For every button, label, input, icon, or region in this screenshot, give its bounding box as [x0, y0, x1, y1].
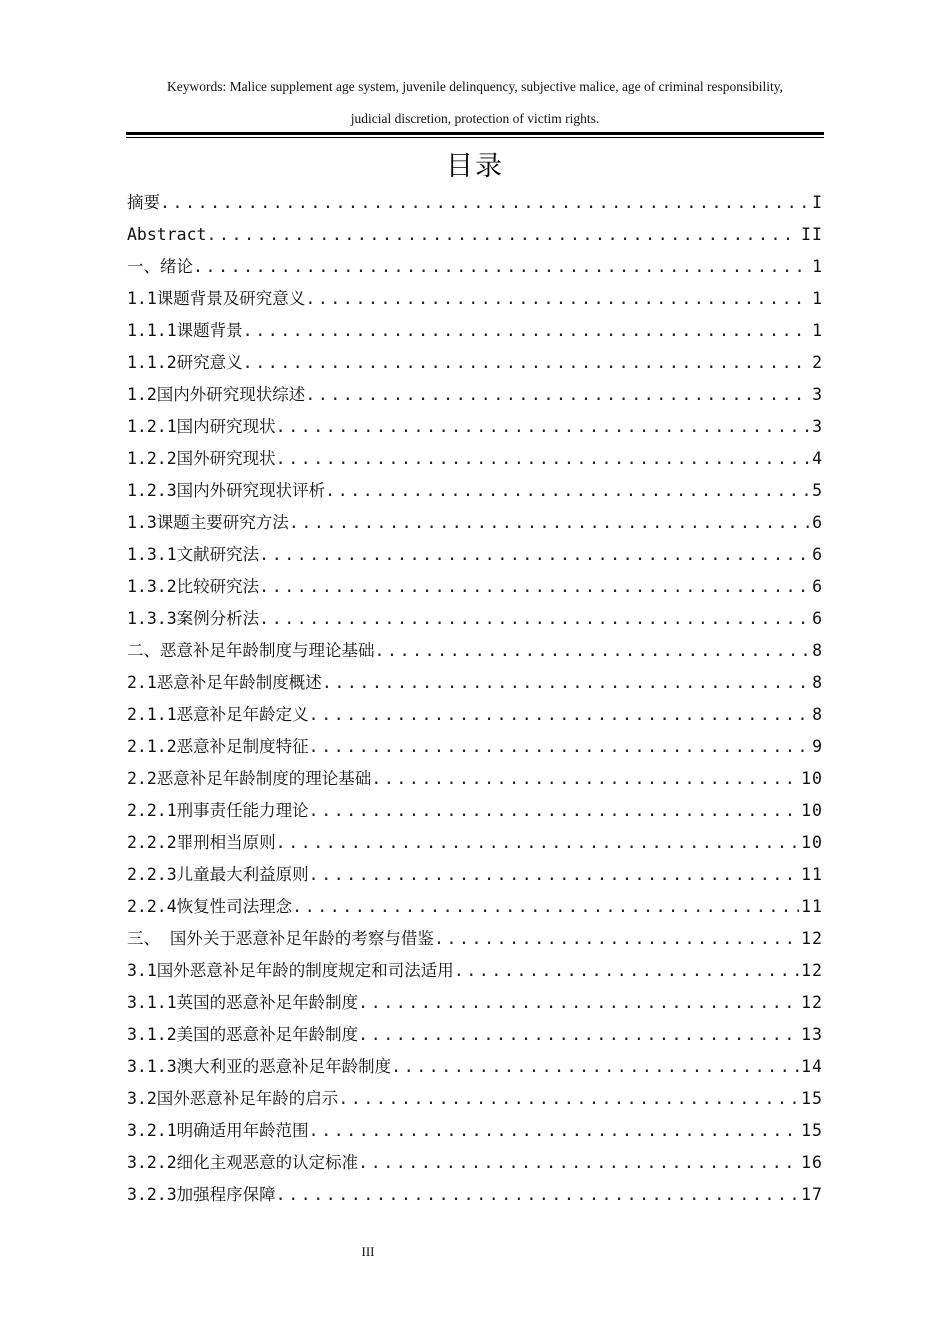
toc-entry-page: 10 — [801, 801, 823, 820]
toc-dot-leader — [276, 411, 810, 443]
toc-title: 目录 — [446, 151, 504, 182]
toc-dot-leader — [358, 987, 799, 1019]
toc-entry-page: 13 — [801, 1025, 823, 1044]
toc-entry-label: 3.2.1明确适用年龄范围 — [127, 1121, 309, 1140]
toc-dot-leader — [309, 795, 799, 827]
toc-entry-page: 12 — [801, 929, 823, 948]
toc-entry-page: 11 — [801, 897, 823, 916]
toc-dot-leader — [276, 443, 810, 475]
toc-dot-leader — [322, 667, 810, 699]
toc-entry-page: 3 — [812, 385, 823, 404]
toc-dot-leader — [309, 731, 810, 763]
toc-entry-label: 1.3课题主要研究方法 — [127, 513, 289, 532]
toc-entry-label: 1.2.3国内外研究现状评析 — [127, 481, 326, 500]
toc-entry-page: 15 — [801, 1089, 823, 1108]
toc-dot-leader — [276, 827, 799, 859]
page-number: III — [361, 1244, 375, 1259]
toc-entry[interactable] — [127, 571, 823, 603]
toc-entry-page: 12 — [801, 993, 823, 1012]
toc-entry-page: 4 — [812, 449, 823, 468]
toc-entry-label: 2.2.3儿童最大利益原则 — [127, 865, 309, 884]
toc-entry-page: 11 — [801, 865, 823, 884]
toc-entry-label: 3.1.1英国的恶意补足年龄制度 — [127, 993, 359, 1012]
toc-entry[interactable] — [127, 1147, 823, 1179]
toc-dot-leader — [338, 1083, 799, 1115]
toc-entry-label: 2.2.1刑事责任能力理论 — [127, 801, 309, 820]
toc-entry-page: 6 — [812, 513, 823, 532]
keywords-line-2: judicial discretion, protection of victim rights. — [350, 111, 600, 126]
toc-entry-page: 6 — [812, 577, 823, 596]
toc-entry-label: 3.1国外恶意补足年龄的制度规定和司法适用 — [127, 961, 454, 980]
toc-entry-page: 2 — [812, 353, 823, 372]
toc-entry[interactable] — [127, 1051, 823, 1083]
toc-entry[interactable] — [127, 475, 823, 507]
toc-entry-page: 14 — [801, 1057, 823, 1076]
toc-entry[interactable] — [127, 315, 823, 347]
toc-entry-page: 8 — [812, 705, 823, 724]
toc-entry[interactable] — [127, 1179, 823, 1211]
toc-dot-leader — [309, 699, 810, 731]
toc-entry-label: 2.2恶意补足年龄制度的理论基础 — [127, 769, 372, 788]
toc-entry[interactable] — [127, 923, 823, 955]
toc-dot-leader — [358, 1147, 799, 1179]
toc-entry-label: 三、 国外关于恶意补足年龄的考察与借鉴 — [127, 929, 434, 948]
toc-dot-leader — [243, 347, 810, 379]
toc-dot-leader — [243, 315, 810, 347]
toc-entry-label: 3.1.3澳大利亚的恶意补足年龄制度 — [127, 1057, 392, 1076]
toc-entry[interactable] — [127, 635, 823, 667]
toc-dot-leader — [375, 635, 811, 667]
toc-dot-leader — [358, 1019, 799, 1051]
toc-entry-page: I — [812, 193, 823, 212]
toc-entry[interactable] — [127, 251, 823, 283]
keywords-line-1: Keywords: Malice supplement age system, juvenile delinquency, subjective malice, age of criminal responsibility, — [166, 79, 784, 94]
toc-dot-leader — [259, 603, 810, 635]
toc-dot-leader — [371, 763, 799, 795]
toc-dot-leader — [309, 1115, 799, 1147]
toc-entry-label: Abstract — [127, 225, 207, 244]
toc-entry-page: 8 — [812, 673, 823, 692]
toc-entry[interactable] — [127, 443, 823, 475]
toc-dot-leader — [305, 379, 810, 411]
toc-entry-label: 1.1.1课题背景 — [127, 321, 243, 340]
toc-entry-label: 1.2.2国外研究现状 — [127, 449, 276, 468]
toc-entry-label: 2.1.1恶意补足年龄定义 — [127, 705, 309, 724]
toc-dot-leader — [309, 859, 799, 891]
toc-entry[interactable] — [127, 219, 823, 251]
toc-dot-leader — [292, 891, 799, 923]
toc-entry-page: 1 — [812, 321, 823, 340]
toc-entry[interactable] — [127, 987, 823, 1019]
toc-dot-leader — [391, 1051, 799, 1083]
toc-entry[interactable] — [127, 699, 823, 731]
toc-entry-label: 3.2国外恶意补足年龄的启示 — [127, 1089, 339, 1108]
toc-dot-leader — [454, 955, 799, 987]
toc-entry[interactable] — [127, 411, 823, 443]
toc-entry-label: 2.2.2罪刑相当原则 — [127, 833, 276, 852]
toc-entry-page: 8 — [812, 641, 823, 660]
toc-entry[interactable] — [127, 603, 823, 635]
toc-entry-label: 二、恶意补足年龄制度与理论基础 — [127, 641, 375, 660]
toc-entry-page: 9 — [812, 737, 823, 756]
toc-dot-leader — [434, 923, 799, 955]
toc-entry[interactable] — [127, 1115, 823, 1147]
toc-entry-page: 1 — [812, 257, 823, 276]
toc-dot-leader — [206, 219, 799, 251]
toc-entry[interactable] — [127, 859, 823, 891]
toc-entry[interactable] — [127, 827, 823, 859]
toc-dot-leader — [259, 571, 810, 603]
toc-entry-label: 摘要 — [127, 193, 160, 212]
toc-entry-label: 3.2.3加强程序保障 — [127, 1185, 276, 1204]
toc-entry[interactable] — [127, 379, 823, 411]
toc-entry[interactable] — [127, 667, 823, 699]
table-of-contents — [127, 187, 823, 1211]
toc-entry[interactable] — [127, 1019, 823, 1051]
toc-entry-label: 1.1课题背景及研究意义 — [127, 289, 306, 308]
toc-entry-page: 3 — [812, 417, 823, 436]
toc-dot-leader — [325, 475, 810, 507]
toc-entry-label: 3.2.2细化主观恶意的认定标准 — [127, 1153, 359, 1172]
toc-entry-label: 1.3.1文献研究法 — [127, 545, 260, 564]
toc-dot-leader — [193, 251, 810, 283]
toc-entry[interactable] — [127, 955, 823, 987]
toc-dot-leader — [160, 187, 810, 219]
toc-entry-page: 17 — [801, 1185, 823, 1204]
toc-entry-page: 10 — [801, 769, 823, 788]
toc-entry-label: 1.3.3案例分析法 — [127, 609, 260, 628]
toc-entry-page: 1 — [812, 289, 823, 308]
toc-entry-label: 1.3.2比较研究法 — [127, 577, 260, 596]
toc-entry[interactable] — [127, 795, 823, 827]
toc-entry[interactable] — [127, 347, 823, 379]
toc-entry-page: 6 — [812, 545, 823, 564]
toc-entry[interactable] — [127, 283, 823, 315]
toc-entry[interactable] — [127, 187, 823, 219]
toc-entry-page: 6 — [812, 609, 823, 628]
toc-entry-label: 2.1.2恶意补足制度特征 — [127, 737, 309, 756]
header-rule-thin — [126, 137, 824, 138]
toc-dot-leader — [259, 539, 810, 571]
toc-entry-label: 1.1.2研究意义 — [127, 353, 243, 372]
toc-entry-label: 1.2国内外研究现状综述 — [127, 385, 306, 404]
toc-entry-label: 2.2.4恢复性司法理念 — [127, 897, 293, 916]
toc-entry[interactable] — [127, 507, 823, 539]
toc-entry-label: 2.1恶意补足年龄制度概述 — [127, 673, 322, 692]
toc-entry-label: 一、绪论 — [127, 257, 193, 276]
header-rule-thick — [126, 132, 824, 135]
toc-entry-label: 1.2.1国内研究现状 — [127, 417, 276, 436]
toc-entry-page: 10 — [801, 833, 823, 852]
toc-entry-page: 16 — [801, 1153, 823, 1172]
toc-entry-page: 15 — [801, 1121, 823, 1140]
toc-dot-leader — [305, 283, 810, 315]
toc-entry[interactable] — [127, 891, 823, 923]
toc-entry[interactable] — [127, 1083, 823, 1115]
toc-entry[interactable] — [127, 731, 823, 763]
toc-entry-page: II — [801, 225, 823, 244]
toc-entry[interactable] — [127, 539, 823, 571]
toc-entry-page: 12 — [801, 961, 823, 980]
toc-dot-leader — [289, 507, 810, 539]
toc-entry-label: 3.1.2美国的恶意补足年龄制度 — [127, 1025, 359, 1044]
toc-entry-page: 5 — [812, 481, 823, 500]
toc-entry[interactable] — [127, 763, 823, 795]
toc-dot-leader — [276, 1179, 799, 1211]
